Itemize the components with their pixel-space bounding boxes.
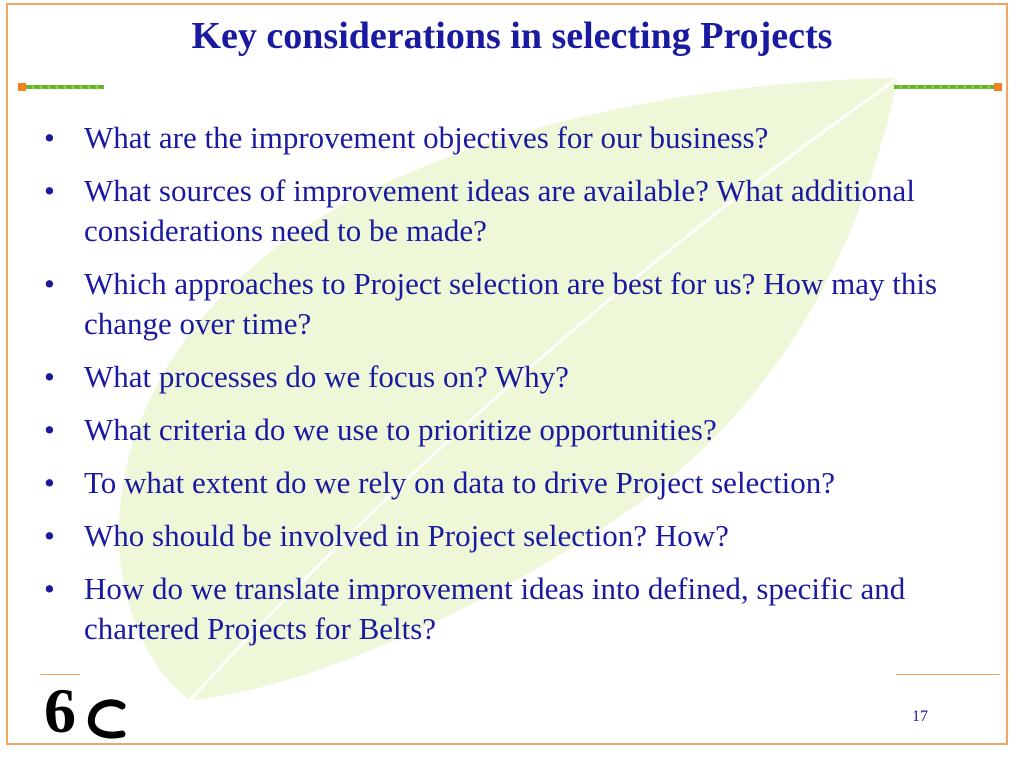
bullet-text: What criteria do we use to prioritize opportunities? <box>84 412 717 447</box>
bullet-item <box>38 357 988 397</box>
page-number: 17 <box>912 708 928 725</box>
bullet-dot-icon: • <box>44 571 55 606</box>
bullet-item <box>38 264 988 344</box>
title-rule-right <box>894 84 1002 90</box>
title-rule-left <box>18 84 104 90</box>
bullet-text: Which approaches to Project selection are best for us? How may this change over time? <box>84 266 938 341</box>
bullet-text: What processes do we focus on? Why? <box>84 359 569 394</box>
bullet-item <box>38 569 988 649</box>
bullet-item <box>38 463 988 503</box>
bullet-text: Who should be involved in Project selection? How? <box>84 518 729 553</box>
bullet-text: How do we translate improvement ideas into defined, specific and chartered Projects for Belts? <box>84 571 906 646</box>
bullet-list <box>38 118 988 662</box>
bullet-dot-icon: • <box>44 266 55 301</box>
bullet-dot-icon: • <box>44 173 55 208</box>
bullet-item <box>38 118 988 158</box>
bullet-dot-icon: • <box>44 412 55 447</box>
svg-text:6: 6 <box>44 676 76 744</box>
bullet-item <box>38 171 988 251</box>
bullet-item <box>38 516 988 556</box>
bullet-dot-icon: • <box>44 465 55 500</box>
bullet-dot-icon: • <box>44 518 55 553</box>
bullet-text: To what extent do we rely on data to drive Project selection? <box>84 465 836 500</box>
bullet-text: What are the improvement objectives for our business? <box>84 120 769 155</box>
six-sigma-logo-icon <box>44 676 134 744</box>
bullet-text: What sources of improvement ideas are available? What additional considerations need to be made? <box>84 173 915 248</box>
bullet-item <box>38 410 988 450</box>
footer-rule-left <box>40 674 80 675</box>
slide-title: Key considerations in selecting Projects <box>191 15 833 57</box>
bullet-dot-icon: • <box>44 120 55 155</box>
bullet-dot-icon: • <box>44 359 55 394</box>
footer-rule-right <box>896 674 1000 675</box>
